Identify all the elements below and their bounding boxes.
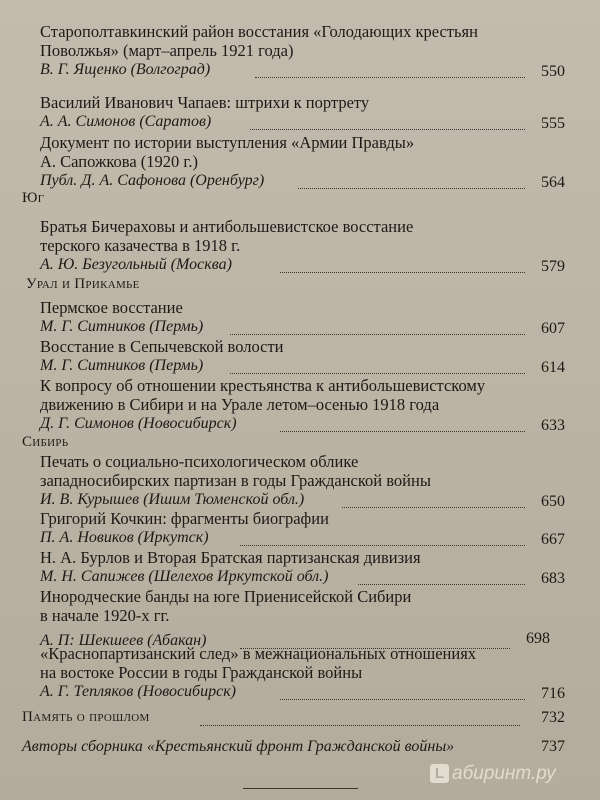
toc-entry [40,644,565,702]
entry-title-line: Братья Бичераховы и антибольшевистское восстание [40,217,414,236]
entry-title [40,548,565,567]
entry-author: А. Г. Тепляков (Новосибирск) [40,683,237,700]
entry-title-line: Пермское восстание [40,298,183,317]
entry-author: М. Г. Ситников (Пермь) [40,357,204,374]
author-row [40,414,565,434]
section-heading-authors: Авторы сборника «Крестьянский фронт Гражданской войны» [22,738,455,755]
entry-title [40,587,565,625]
entry-author: А. Ю. Безугольный (Москва) [40,256,232,273]
toc-entry [40,133,565,191]
leader-dots [230,334,525,335]
leader-dots [280,272,525,273]
entry-title-line: Инородческие банды на юге Приенисейской Сибири [40,587,412,606]
entry-author: А. П: Шекшеев (Абакан) [40,632,207,649]
entry-title-line: Документ по истории выступления «Армии Правды» [40,133,415,152]
entry-title-line: Н. А. Бурлов и Вторая Братская партизанская дивизия [40,548,421,567]
toc-entry [40,298,565,337]
entry-page-number: 650 [541,493,565,510]
author-row [40,490,565,510]
author-row [40,255,565,275]
entry-author: М. Г. Ситников (Пермь) [40,318,204,335]
leader-dots [200,725,520,726]
entry-title-line: на востоке России в годы Гражданской войны [40,663,363,682]
entry-title [40,452,565,490]
leader-dots [255,77,525,78]
entry-title [40,133,565,171]
entry-title-line: К вопросу об отношении крестьянства к антибольшевистскому [40,376,486,395]
toc-entry [40,217,565,275]
entry-page-number: 667 [541,531,565,548]
author-row [40,356,565,376]
leader-dots [250,129,525,130]
entry-page-number: 550 [541,63,565,80]
entry-page-number: 683 [541,570,565,587]
toc-entry [40,337,565,376]
leader-dots [342,507,525,508]
entry-page-number: 607 [541,320,565,337]
entry-title-line: Григорий Кочкин: фрагменты биографии [40,509,329,528]
entry-page-number: 698 [526,630,550,647]
leader-dots [358,584,525,585]
watermark-text: абиринт.ру [452,763,556,784]
leader-dots [280,431,525,432]
author-row [40,567,565,587]
entry-page-number: 564 [541,174,565,191]
entry-page-number: 555 [541,115,565,132]
entry-title-line: в начале 1920-х гг. [40,606,170,625]
entry-title [40,93,565,112]
entry-title-line: движению в Сибири и на Урале летом–осенью 1918 года [40,395,440,414]
author-row [40,112,565,132]
toc-entry [40,376,565,434]
entry-title [40,298,565,317]
leader-dots [298,188,525,189]
toc-entry [40,93,565,132]
section-heading-siberia: Сибирь [22,434,69,450]
section-heading-south: Юг [22,190,45,206]
entry-title [40,644,565,682]
section-page-number: 732 [541,709,565,726]
author-row [40,60,565,80]
leader-dots [240,545,525,546]
entry-page-number: 614 [541,359,565,376]
toc-entry [40,452,565,510]
entry-title [40,217,565,255]
entry-title [40,337,565,356]
section-heading-ural: Урал и Прикамье [26,276,140,292]
closing-rule [243,788,358,789]
entry-title-line: западносибирских партизан в годы Гражданской войны [40,471,431,490]
author-row [40,682,565,702]
entry-author: Д. Г. Симонов (Новосибирск) [40,415,237,432]
leader-dots [280,699,525,700]
author-row [40,317,565,337]
entry-title-line: «Краснопартизанский след» в межнациональных отношениях [40,644,477,663]
entry-author: М. Н. Сапижев (Шелехов Иркутской обл.) [40,568,329,585]
leader-dots [230,373,525,374]
entry-title-line: А. Сапожкова (1920 г.) [40,152,198,171]
labirint-logo-icon: L [430,764,449,783]
entry-title [40,376,565,414]
toc-entry [40,22,565,80]
toc-entry [40,509,565,548]
toc-entry [40,548,565,587]
entry-title-line: Василий Иванович Чапаев: штрихи к портрету [40,93,370,112]
entry-page-number: 716 [541,685,565,702]
entry-title [40,509,565,528]
entry-page-number: 579 [541,258,565,275]
entry-title [40,22,565,60]
author-row [40,528,565,548]
entry-title-line: Поволжья» (март–апрель 1921 года) [40,41,294,60]
entry-title-line: Печать о социально-психологическом облике [40,452,359,471]
entry-page-number: 633 [541,417,565,434]
entry-author: И. В. Курышев (Ишим Тюменской обл.) [40,491,305,508]
entry-title-line: Старополтавкинский район восстания «Голодающих крестьян [40,22,478,41]
entry-author: П. А. Новиков (Иркутск) [40,529,209,546]
section-heading-memory: Память о прошлом [22,709,150,725]
entry-author: А. А. Симонов (Саратов) [40,113,212,130]
entry-author: Публ. Д. А. Сафонова (Оренбург) [40,172,265,189]
entry-author: В. Г. Ященко (Волгоград) [40,61,211,78]
entry-title-line: терского казачества в 1918 г. [40,236,241,255]
entry-title-line: Восстание в Сепычевской волости [40,337,284,356]
author-row [40,171,565,191]
section-page-number: 737 [541,738,565,755]
